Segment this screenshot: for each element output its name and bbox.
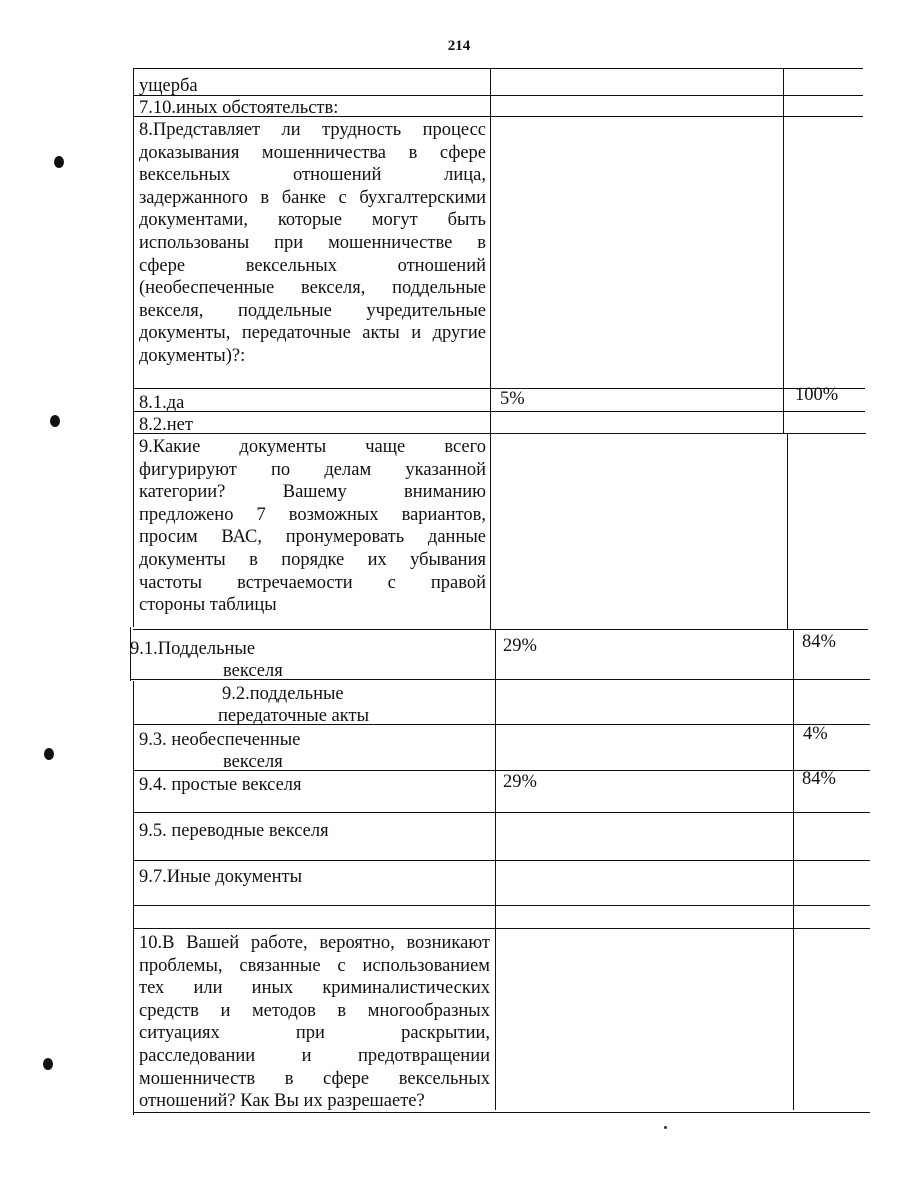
column-divider-2: [783, 68, 784, 433]
question-line: документами, которые могут быть: [139, 210, 486, 231]
answer-8-1-col1: 5%: [500, 389, 525, 409]
answer-9-1-col2: 84%: [802, 632, 836, 652]
question-8-text: [139, 119, 486, 368]
punch-hole: [54, 156, 64, 168]
answer-9-1-col1: 29%: [503, 636, 537, 656]
punch-hole: [44, 748, 54, 760]
question-line: (необеспеченные векселя, поддельные: [139, 278, 486, 299]
question-line: фигурируют по делам указанной: [139, 459, 486, 480]
answer-9-4-col2: 84%: [802, 769, 836, 789]
row-border: [133, 629, 868, 630]
question-line: задержанного в банке с бухгалтерскими: [139, 187, 486, 208]
column-divider-1: [490, 68, 491, 629]
row-border: [133, 860, 870, 861]
question-line: средств и методов в многообразных: [139, 1000, 490, 1021]
question-line: доказывания мошенничества в сфере: [139, 142, 486, 163]
question-line: проблемы, связанные с использованием: [139, 955, 490, 976]
question-line: документы в порядке их убывания: [139, 549, 486, 570]
question-line: частоты встречаемости с правой: [139, 572, 486, 593]
question-line: 9.Какие документы чаще всего: [139, 437, 486, 457]
row-border: [133, 928, 870, 929]
question-10-text: [139, 932, 490, 1113]
question-line: просим ВАС, пронумеровать данные: [139, 527, 486, 548]
question-9-text: [139, 436, 486, 617]
answer-8-1-col2: 100%: [795, 385, 839, 405]
row-border: [133, 68, 863, 69]
question-line: стороны таблицы: [139, 595, 277, 616]
question-line: расследовании и предотвращении: [139, 1045, 490, 1066]
row-border: [133, 388, 865, 389]
question-line: отношений? Как Вы их разрешаете?: [139, 1091, 425, 1112]
answer-9-5-label: 9.5. переводные векселя: [139, 821, 329, 841]
question-line: сфере вексельных отношений: [139, 255, 486, 276]
answer-9-3-col2: 4%: [803, 724, 828, 744]
answer-9-7-label: 9.7.Иные документы: [139, 867, 303, 887]
question-line: документы, передаточные акты и другие: [139, 323, 486, 344]
row-border: [133, 95, 863, 96]
question-line: ситуациях при раскрытии,: [139, 1023, 490, 1044]
question-line: документы)?:: [139, 345, 246, 366]
question-line: 10.В Вашей работе, вероятно, возникают: [139, 933, 490, 953]
row-label-damage: ущерба: [139, 76, 198, 96]
column-divider-1: [495, 629, 496, 1110]
question-line: вексельных отношений лица,: [139, 165, 486, 186]
page-number: 214: [447, 38, 471, 54]
question-line: предложено 7 возможных вариантов,: [139, 504, 486, 525]
table-border-left: [133, 68, 134, 627]
question-line: использованы при мошенничестве в: [139, 232, 486, 253]
answer-9-2-line2: передаточные акты: [218, 706, 370, 726]
question-line: категории? Вашему вниманию: [139, 482, 486, 503]
answer-9-1-line1: 9.1.Поддельные: [130, 639, 256, 659]
column-divider-2: [793, 629, 794, 1110]
question-line: векселя, поддельные учредительные: [139, 300, 486, 321]
question-line: мошенничеств в сфере вексельных: [139, 1068, 490, 1089]
punch-hole: [50, 415, 60, 427]
row-label-other-circumstances: 7.10.иных обстоятельств:: [139, 98, 339, 118]
row-border: [133, 905, 870, 906]
answer-8-2-label: 8.2.нет: [139, 415, 193, 435]
answer-9-4-col1: 29%: [503, 772, 537, 792]
answer-9-3-line2: векселя: [223, 752, 283, 772]
answer-9-1-line2: векселя: [223, 661, 283, 681]
punch-hole: [43, 1058, 53, 1070]
row-border: [133, 433, 866, 434]
answer-9-3-line1: 9.3. необеспеченные: [139, 730, 301, 750]
answer-9-4-label: 9.4. простые векселя: [139, 775, 302, 795]
answer-8-1-label: 8.1.да: [139, 393, 185, 413]
question-line: 8.Представляет ли трудность процесс: [139, 120, 486, 140]
column-divider-2: [787, 433, 788, 629]
answer-9-2-line1: 9.2.поддельные: [222, 684, 344, 704]
question-line: тех или иных криминалистических: [139, 978, 490, 999]
scan-speck: [664, 1126, 667, 1129]
row-border: [133, 411, 865, 412]
row-border: [133, 812, 870, 813]
table-border-left: [133, 681, 134, 1115]
